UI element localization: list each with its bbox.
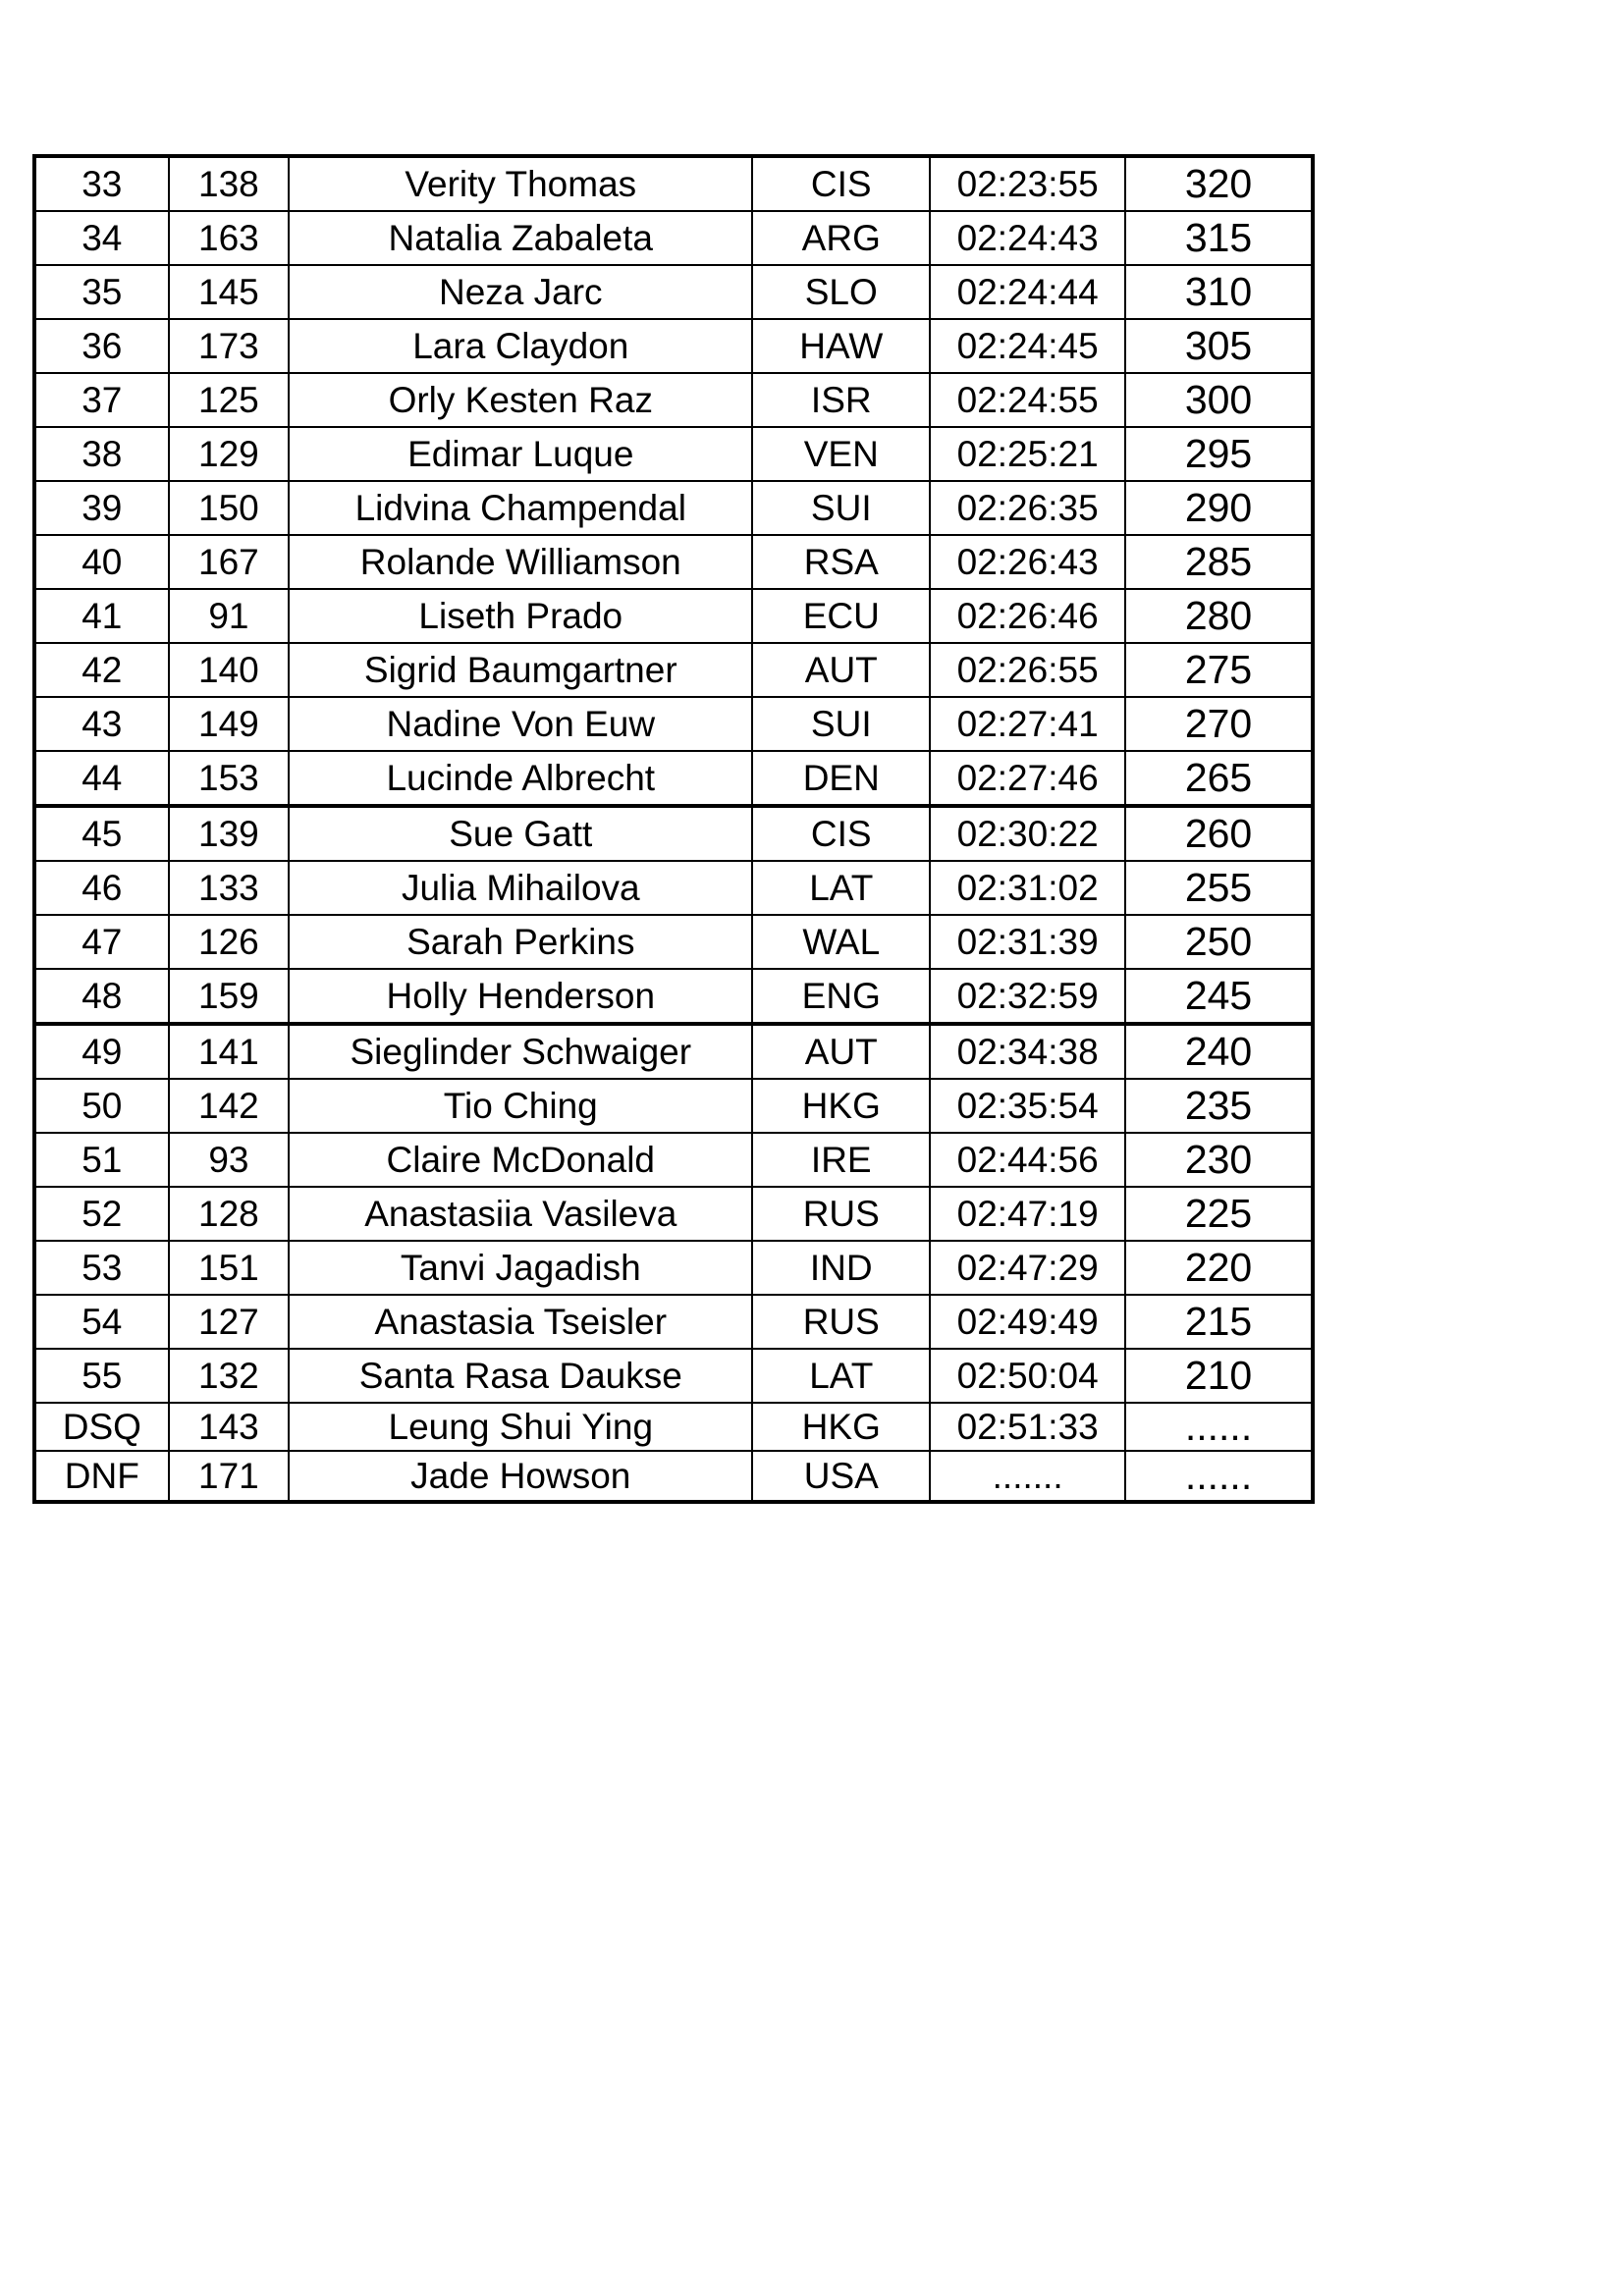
bib-cell: 139 (169, 806, 290, 861)
time-cell: 02:27:46 (930, 751, 1125, 806)
points-cell: 240 (1125, 1024, 1313, 1079)
time-cell: ....... (930, 1451, 1125, 1502)
points-cell: 220 (1125, 1241, 1313, 1295)
country-cell: IND (752, 1241, 930, 1295)
country-cell: SUI (752, 481, 930, 535)
time-cell: 02:24:55 (930, 373, 1125, 427)
table-row (34, 643, 1313, 697)
points-cell: 280 (1125, 589, 1313, 643)
bib-cell: 167 (169, 535, 290, 589)
bib-cell: 133 (169, 861, 290, 915)
place-cell: 46 (34, 861, 169, 915)
bib-cell: 140 (169, 643, 290, 697)
name-cell: Tanvi Jagadish (289, 1241, 752, 1295)
time-cell: 02:47:19 (930, 1187, 1125, 1241)
name-cell: Holly Henderson (289, 969, 752, 1024)
bib-cell: 151 (169, 1241, 290, 1295)
place-cell: 55 (34, 1349, 169, 1403)
name-cell: Anastasiia Vasileva (289, 1187, 752, 1241)
time-cell: 02:26:55 (930, 643, 1125, 697)
time-cell: 02:49:49 (930, 1295, 1125, 1349)
table-row (34, 1079, 1313, 1133)
name-cell: Sieglinder Schwaiger (289, 1024, 752, 1079)
name-cell: Nadine Von Euw (289, 697, 752, 751)
name-cell: Lucinde Albrecht (289, 751, 752, 806)
table-row (34, 751, 1313, 806)
country-cell: CIS (752, 156, 930, 211)
place-cell: 54 (34, 1295, 169, 1349)
points-cell: 225 (1125, 1187, 1313, 1241)
country-cell: WAL (752, 915, 930, 969)
name-cell: Natalia Zabaleta (289, 211, 752, 265)
points-cell: 285 (1125, 535, 1313, 589)
time-cell: 02:27:41 (930, 697, 1125, 751)
name-cell: Anastasia Tseisler (289, 1295, 752, 1349)
place-cell: 40 (34, 535, 169, 589)
name-cell: Julia Mihailova (289, 861, 752, 915)
time-cell: 02:47:29 (930, 1241, 1125, 1295)
bib-cell: 129 (169, 427, 290, 481)
country-cell: HKG (752, 1403, 930, 1451)
points-cell: 305 (1125, 319, 1313, 373)
table-row (34, 427, 1313, 481)
name-cell: Tio Ching (289, 1079, 752, 1133)
place-cell: 37 (34, 373, 169, 427)
time-cell: 02:31:02 (930, 861, 1125, 915)
bib-cell: 173 (169, 319, 290, 373)
bib-cell: 93 (169, 1133, 290, 1187)
bib-cell: 141 (169, 1024, 290, 1079)
country-cell: LAT (752, 861, 930, 915)
bib-cell: 150 (169, 481, 290, 535)
country-cell: HKG (752, 1079, 930, 1133)
points-cell: 230 (1125, 1133, 1313, 1187)
time-cell: 02:23:55 (930, 156, 1125, 211)
country-cell: DEN (752, 751, 930, 806)
table-row (34, 319, 1313, 373)
points-cell: 245 (1125, 969, 1313, 1024)
bib-cell: 128 (169, 1187, 290, 1241)
bib-cell: 149 (169, 697, 290, 751)
country-cell: SUI (752, 697, 930, 751)
time-cell: 02:34:38 (930, 1024, 1125, 1079)
bib-cell: 163 (169, 211, 290, 265)
place-cell: 45 (34, 806, 169, 861)
bib-cell: 91 (169, 589, 290, 643)
table-row (34, 1295, 1313, 1349)
table-row (34, 969, 1313, 1024)
table-row (34, 806, 1313, 861)
name-cell: Lidvina Champendal (289, 481, 752, 535)
place-cell: 38 (34, 427, 169, 481)
time-cell: 02:44:56 (930, 1133, 1125, 1187)
points-cell: 290 (1125, 481, 1313, 535)
place-cell: 44 (34, 751, 169, 806)
table-row (34, 915, 1313, 969)
results-table-body (34, 156, 1313, 1502)
place-cell: DNF (34, 1451, 169, 1502)
points-cell: 260 (1125, 806, 1313, 861)
table-row (34, 1024, 1313, 1079)
points-cell: 235 (1125, 1079, 1313, 1133)
table-row (34, 1187, 1313, 1241)
points-cell: 215 (1125, 1295, 1313, 1349)
name-cell: Rolande Williamson (289, 535, 752, 589)
points-cell: 310 (1125, 265, 1313, 319)
table-row (34, 1349, 1313, 1403)
table-row (34, 481, 1313, 535)
time-cell: 02:26:43 (930, 535, 1125, 589)
name-cell: Sue Gatt (289, 806, 752, 861)
time-cell: 02:35:54 (930, 1079, 1125, 1133)
place-cell: 36 (34, 319, 169, 373)
time-cell: 02:24:44 (930, 265, 1125, 319)
place-cell: 53 (34, 1241, 169, 1295)
points-cell: 315 (1125, 211, 1313, 265)
bib-cell: 132 (169, 1349, 290, 1403)
country-cell: SLO (752, 265, 930, 319)
name-cell: Leung Shui Ying (289, 1403, 752, 1451)
time-cell: 02:51:33 (930, 1403, 1125, 1451)
time-cell: 02:32:59 (930, 969, 1125, 1024)
bib-cell: 171 (169, 1451, 290, 1502)
time-cell: 02:30:22 (930, 806, 1125, 861)
place-cell: 43 (34, 697, 169, 751)
country-cell: HAW (752, 319, 930, 373)
table-row (34, 156, 1313, 211)
name-cell: Liseth Prado (289, 589, 752, 643)
table-row (34, 589, 1313, 643)
country-cell: RUS (752, 1295, 930, 1349)
table-row (34, 211, 1313, 265)
table-row (34, 265, 1313, 319)
points-cell: 255 (1125, 861, 1313, 915)
place-cell: 42 (34, 643, 169, 697)
place-cell: 48 (34, 969, 169, 1024)
points-cell: 300 (1125, 373, 1313, 427)
bib-cell: 138 (169, 156, 290, 211)
country-cell: ARG (752, 211, 930, 265)
country-cell: ECU (752, 589, 930, 643)
results-table (32, 154, 1315, 1504)
time-cell: 02:24:43 (930, 211, 1125, 265)
bib-cell: 143 (169, 1403, 290, 1451)
country-cell: ISR (752, 373, 930, 427)
place-cell: 41 (34, 589, 169, 643)
place-cell: 49 (34, 1024, 169, 1079)
name-cell: Neza Jarc (289, 265, 752, 319)
country-cell: IRE (752, 1133, 930, 1187)
points-cell: ...... (1125, 1451, 1313, 1502)
name-cell: Sarah Perkins (289, 915, 752, 969)
table-row (34, 1451, 1313, 1502)
bib-cell: 126 (169, 915, 290, 969)
table-row (34, 697, 1313, 751)
country-cell: RSA (752, 535, 930, 589)
name-cell: Sigrid Baumgartner (289, 643, 752, 697)
bib-cell: 145 (169, 265, 290, 319)
name-cell: Santa Rasa Daukse (289, 1349, 752, 1403)
points-cell: ...... (1125, 1403, 1313, 1451)
time-cell: 02:26:35 (930, 481, 1125, 535)
time-cell: 02:31:39 (930, 915, 1125, 969)
place-cell: 50 (34, 1079, 169, 1133)
place-cell: 34 (34, 211, 169, 265)
bib-cell: 125 (169, 373, 290, 427)
name-cell: Claire McDonald (289, 1133, 752, 1187)
place-cell: 33 (34, 156, 169, 211)
bib-cell: 127 (169, 1295, 290, 1349)
time-cell: 02:25:21 (930, 427, 1125, 481)
table-row (34, 1241, 1313, 1295)
place-cell: 35 (34, 265, 169, 319)
name-cell: Lara Claydon (289, 319, 752, 373)
name-cell: Orly Kesten Raz (289, 373, 752, 427)
table-row (34, 1133, 1313, 1187)
points-cell: 210 (1125, 1349, 1313, 1403)
country-cell: CIS (752, 806, 930, 861)
country-cell: USA (752, 1451, 930, 1502)
bib-cell: 159 (169, 969, 290, 1024)
country-cell: LAT (752, 1349, 930, 1403)
table-row (34, 1403, 1313, 1451)
time-cell: 02:26:46 (930, 589, 1125, 643)
name-cell: Jade Howson (289, 1451, 752, 1502)
points-cell: 250 (1125, 915, 1313, 969)
time-cell: 02:24:45 (930, 319, 1125, 373)
points-cell: 275 (1125, 643, 1313, 697)
name-cell: Edimar Luque (289, 427, 752, 481)
name-cell: Verity Thomas (289, 156, 752, 211)
points-cell: 320 (1125, 156, 1313, 211)
country-cell: ENG (752, 969, 930, 1024)
place-cell: 47 (34, 915, 169, 969)
country-cell: RUS (752, 1187, 930, 1241)
bib-cell: 153 (169, 751, 290, 806)
country-cell: VEN (752, 427, 930, 481)
country-cell: AUT (752, 643, 930, 697)
place-cell: 52 (34, 1187, 169, 1241)
points-cell: 265 (1125, 751, 1313, 806)
bib-cell: 142 (169, 1079, 290, 1133)
table-row (34, 373, 1313, 427)
table-row (34, 535, 1313, 589)
table-row (34, 861, 1313, 915)
place-cell: 51 (34, 1133, 169, 1187)
place-cell: DSQ (34, 1403, 169, 1451)
points-cell: 270 (1125, 697, 1313, 751)
points-cell: 295 (1125, 427, 1313, 481)
place-cell: 39 (34, 481, 169, 535)
time-cell: 02:50:04 (930, 1349, 1125, 1403)
country-cell: AUT (752, 1024, 930, 1079)
